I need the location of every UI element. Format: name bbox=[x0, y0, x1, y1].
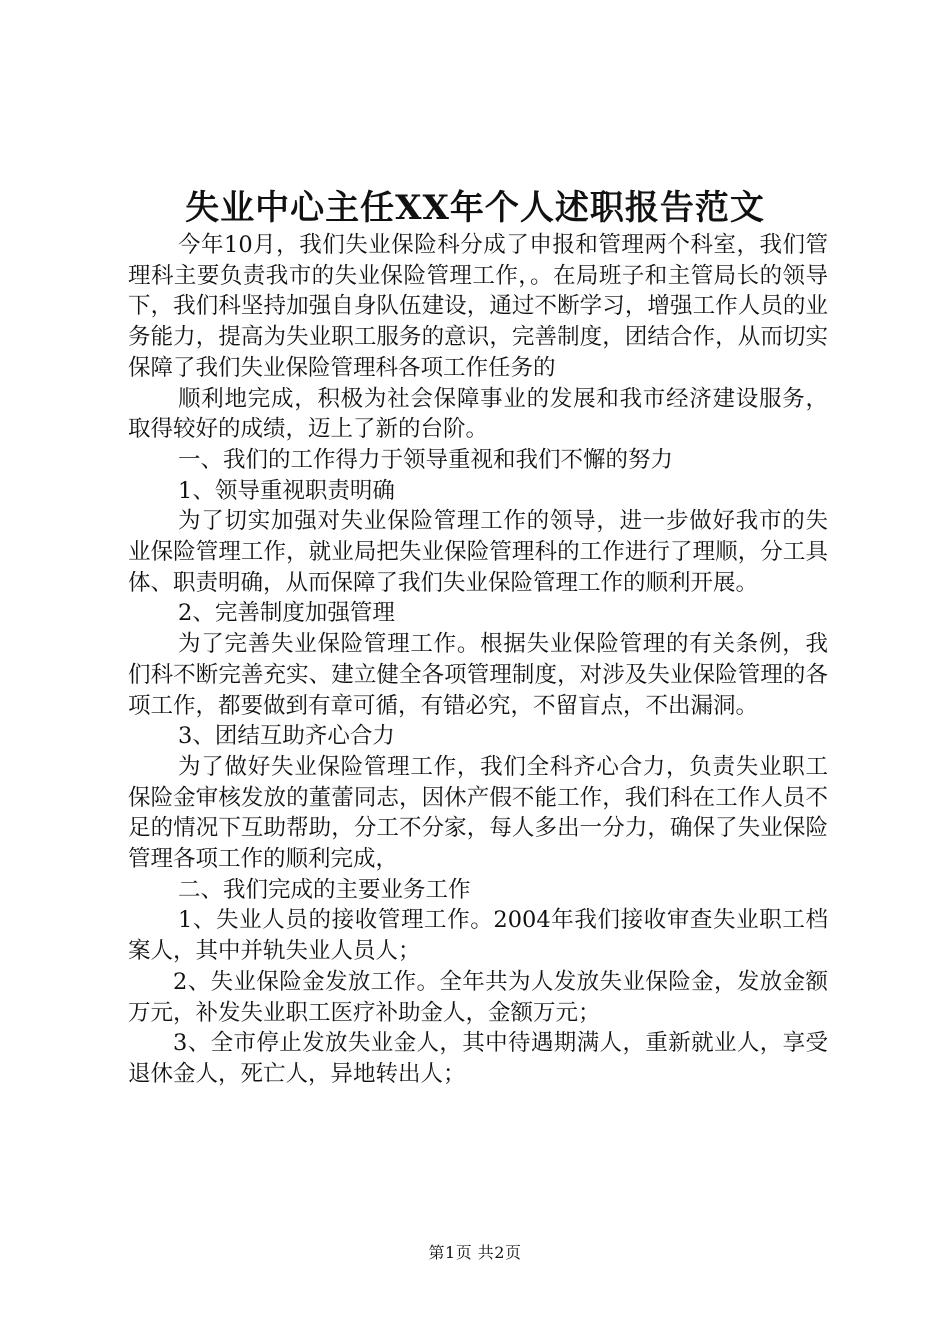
subheading-1-3: 3、团结互助齐心合力 bbox=[178, 723, 395, 750]
section-heading-2: 二、我们完成的主要业务工作 bbox=[178, 876, 471, 903]
paragraph-1-1: 为了切实加强对失业保险管理工作的领导，进一步做好我市的失业保险管理工作，就业局把失业保险管理科的工作进行了理顺，分工具体、职责明确，从而保障了我们失业保险管理工作的顺利开展。 bbox=[128, 508, 828, 596]
paragraph-intro-continued: 顺利地完成，积极为社会保障事业的发展和我市经济建设服务，取得较好的成绩，迈上了新的台阶。 bbox=[128, 385, 828, 443]
subheading-1-2: 2、完善制度加强管理 bbox=[178, 600, 395, 627]
list-item-2-2: 2、失业保险金发放工作。全年共为人发放失业保险金，发放金额万元，补发失业职工医疗补助金人，金额万元； bbox=[128, 968, 828, 1026]
paragraph-1-3: 为了做好失业保险管理工作，我们全科齐心合力，负责失业职工保险金审核发放的董蕾同志，因休产假不能工作，我们科在工作人员不足的情况下互助帮助，分工不分家，每人多出一分力，确保了失业保险管理各项工作的顺利完成， bbox=[128, 753, 828, 873]
document-title: 失业中心主任XX年个人述职报告范文 bbox=[185, 188, 765, 228]
paragraph-1-2: 为了完善失业保险管理工作。根据失业保险管理的有关条例，我们科不断完善充实、建立健全各项管理制度，对涉及失业保险管理的各项工作，都要做到有章可循，有错必究，不留盲点，不出漏洞。 bbox=[128, 631, 828, 719]
section-heading-1: 一、我们的工作得力于领导重视和我们不懈的努力 bbox=[178, 446, 674, 473]
subheading-1-1: 1、领导重视职责明确 bbox=[178, 477, 395, 504]
document-body bbox=[128, 230, 828, 1090]
paragraph-intro: 今年10月，我们失业保险科分成了申报和管理两个科室，我们管理科主要负责我市的失业保险管理工作，。在局班子和主管局长的领导下，我们科坚持加强自身队伍建设，通过不断学习，增强工作人员的业务能力，提高为失业职工服务的意识，完善制度，团结合作，从而切实保障了我们失业保险管理科各项工作任务的 bbox=[128, 232, 828, 381]
list-item-2-3: 3、全市停止发放失业金人，其中待遇期满人，重新就业人，享受退休金人，死亡人，异地转出人； bbox=[128, 1030, 828, 1087]
page-number-footer: 第1页 共2页 bbox=[428, 1243, 522, 1262]
list-item-2-1: 1、失业人员的接收管理工作。2004年我们接收审查失业职工档案人，其中并轨失业人员人； bbox=[128, 907, 828, 965]
